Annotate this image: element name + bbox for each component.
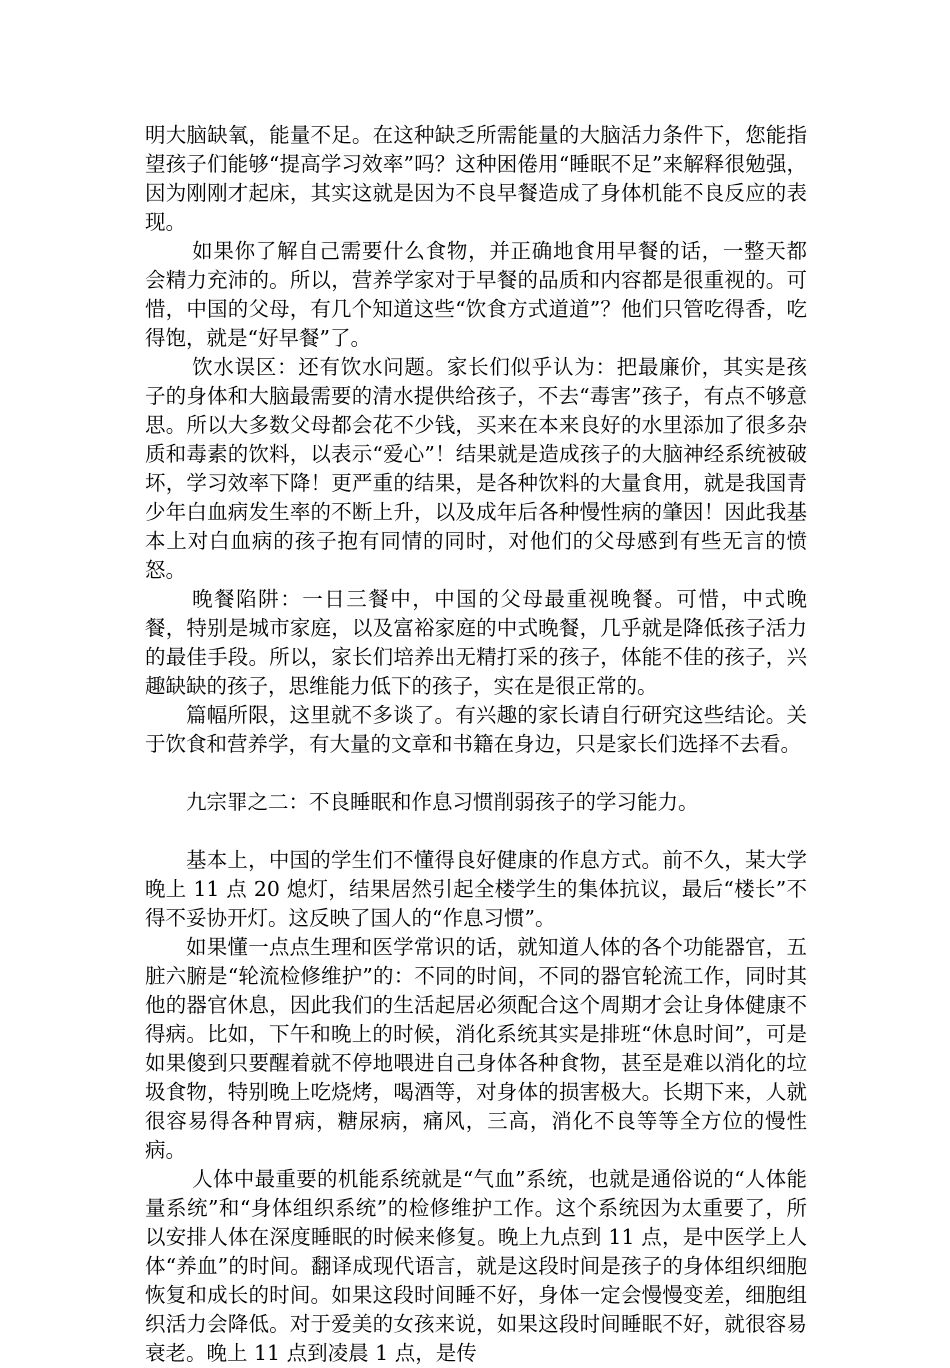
paragraph-4: 晚餐陷阱：一日三餐中，中国的父母最重视晚餐。可惜，中式晚餐，特别是城市家庭，以及富裕家庭的中式晚餐，几乎就是降低孩子活力的最佳手段。所以，家长们培养出无精打采的孩子，体能不佳的孩子，兴趣缺缺的孩子，思维能力低下的孩子，实在是很正常的。 <box>145 587 807 698</box>
section-heading: 九宗罪之二：不良睡眠和作息习惯削弱孩子的学习能力。 <box>186 790 699 814</box>
paragraph-5: 篇幅所限，这里就不多谈了。有兴趣的家长请自行研究这些结论。关于饮食和营养学，有大量的文章和书籍在身边，只是家长们选择不去看。 <box>145 703 807 756</box>
document-body <box>145 121 807 1368</box>
paragraph-8: 人体中最重要的机能系统就是“气血”系统，也就是通俗说的“人体能量系统”和“身体组织系统”的检修维护工作。这个系统因为太重要了，所以安排人体在深度睡眠的时候来修复。晚上九点到 11 点，是中医学上人体“养血”的时间。翻译成现代语言，就是这段时间是孩子的身体组织细胞恢复和成长的时间。如果这段时间睡不好，身体一定会慢慢变差，细胞组织活力会降低。对于爱美的女孩来说，如果这段时间睡眠不好，就很容易衰老。晚上 11 点到凌晨 1 点，是传 <box>145 1167 807 1365</box>
paragraph-6: 基本上，中国的学生们不懂得良好健康的作息方式。前不久，某大学晚上 11 点 20 熄灯，结果居然引起全楼学生的集体抗议，最后“楼长”不得不妥协开灯。这反映了国人的“作息习惯”。 <box>145 848 807 930</box>
paragraph-2: 如果你了解自己需要什么食物，并正确地食用早餐的话，一整天都会精力充沛的。所以，营养学家对于早餐的品质和内容都是很重视的。可惜，中国的父母，有几个知道这些“饮食方式道道”？他们只管吃得香，吃得饱，就是“好早餐”了。 <box>145 239 807 350</box>
paragraph-3: 饮水误区：还有饮水问题。家长们似乎认为：把最廉价，其实是孩子的身体和大脑最需要的清水提供给孩子，不去“毒害”孩子，有点不够意思。所以大多数父母都会花不少钱，买来在本来良好的水里添加了很多杂质和毒素的饮料，以表示“爱心”！结果就是造成孩子的大脑神经系统被破坏，学习效率下降！更严重的结果，是各种饮料的大量食用，就是我国青少年白血病发生率的不断上升，以及成年后各种慢性病的肇因！因此我基本上对白血病的孩子抱有同情的同时，对他们的父母感到有些无言的愤怒。 <box>145 355 807 582</box>
paragraph-7: 如果懂一点点生理和医学常识的话，就知道人体的各个功能器官，五脏六腑是“轮流检修维护”的：不同的时间，不同的器官轮流工作，同时其他的器官休息，因此我们的生活起居必须配合这个周期才会让身体健康不得病。比如，下午和晚上的时候，消化系统其实是排班“休息时间”，可是如果傻到只要醒着就不停地喂进自己身体各种食物，甚至是难以消化的垃圾食物，特别晚上吃烧烤，喝酒等，对身体的损害极大。长期下来，人就很容易得各种胃病，糖尿病，痛风，三高，消化不良等等全方位的慢性病。 <box>145 935 807 1162</box>
paragraph-1: 明大脑缺氧，能量不足。在这种缺乏所需能量的大脑活力条件下，您能指望孩子们能够“提高学习效率”吗？这种困倦用“睡眠不足”来解释很勉强，因为刚刚才起床，其实这就是因为不良早餐造成了身体机能不良反应的表现。 <box>145 123 807 234</box>
